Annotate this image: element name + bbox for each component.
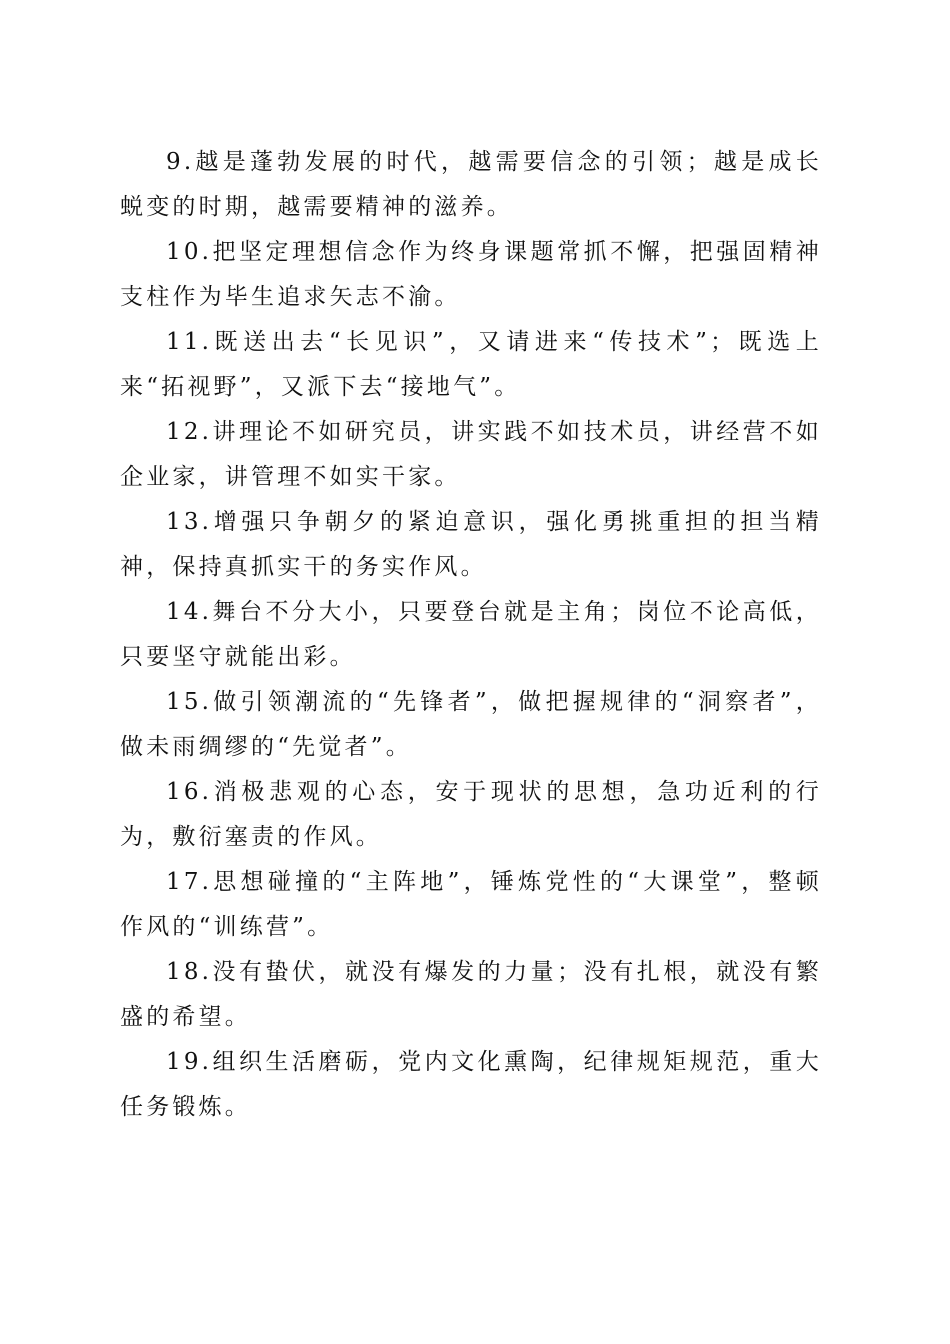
paragraph-item-13: 13.增强只争朝夕的紧迫意识，强化勇挑重担的担当精神，保持真抓实干的务实作风。 — [120, 509, 822, 580]
paragraph-item-19: 19.组织生活磨砺，党内文化熏陶，纪律规矩规范，重大任务锻炼。 — [120, 1049, 822, 1120]
paragraph-item-10: 10.把坚定理想信念作为终身课题常抓不懈，把强固精神支柱作为毕生追求矢志不渝。 — [120, 239, 822, 310]
paragraph-item-15: 15.做引领潮流的“先锋者”，做把握规律的“洞察者”，做未雨绸缪的“先觉者”。 — [120, 689, 822, 760]
paragraph-item-16: 16.消极悲观的心态，安于现状的思想，急功近利的行为，敷衍塞责的作风。 — [120, 779, 822, 850]
paragraph-item-18: 18.没有蛰伏，就没有爆发的力量；没有扎根，就没有繁盛的希望。 — [120, 959, 822, 1030]
paragraph-item-11: 11.既送出去“长见识”，又请进来“传技术”；既选上来“拓视野”，又派下去“接地气”。 — [120, 329, 822, 400]
paragraph-item-14: 14.舞台不分大小，只要登台就是主角；岗位不论高低，只要坚守就能出彩。 — [120, 599, 822, 670]
document-body — [120, 140, 822, 1130]
paragraph-item-17: 17.思想碰撞的“主阵地”，锤炼党性的“大课堂”，整顿作风的“训练营”。 — [120, 869, 822, 940]
paragraph-item-12: 12.讲理论不如研究员，讲实践不如技术员，讲经营不如企业家，讲管理不如实干家。 — [120, 419, 822, 490]
paragraph-item-9: 9.越是蓬勃发展的时代，越需要信念的引领；越是成长蜕变的时期，越需要精神的滋养。 — [120, 149, 822, 220]
